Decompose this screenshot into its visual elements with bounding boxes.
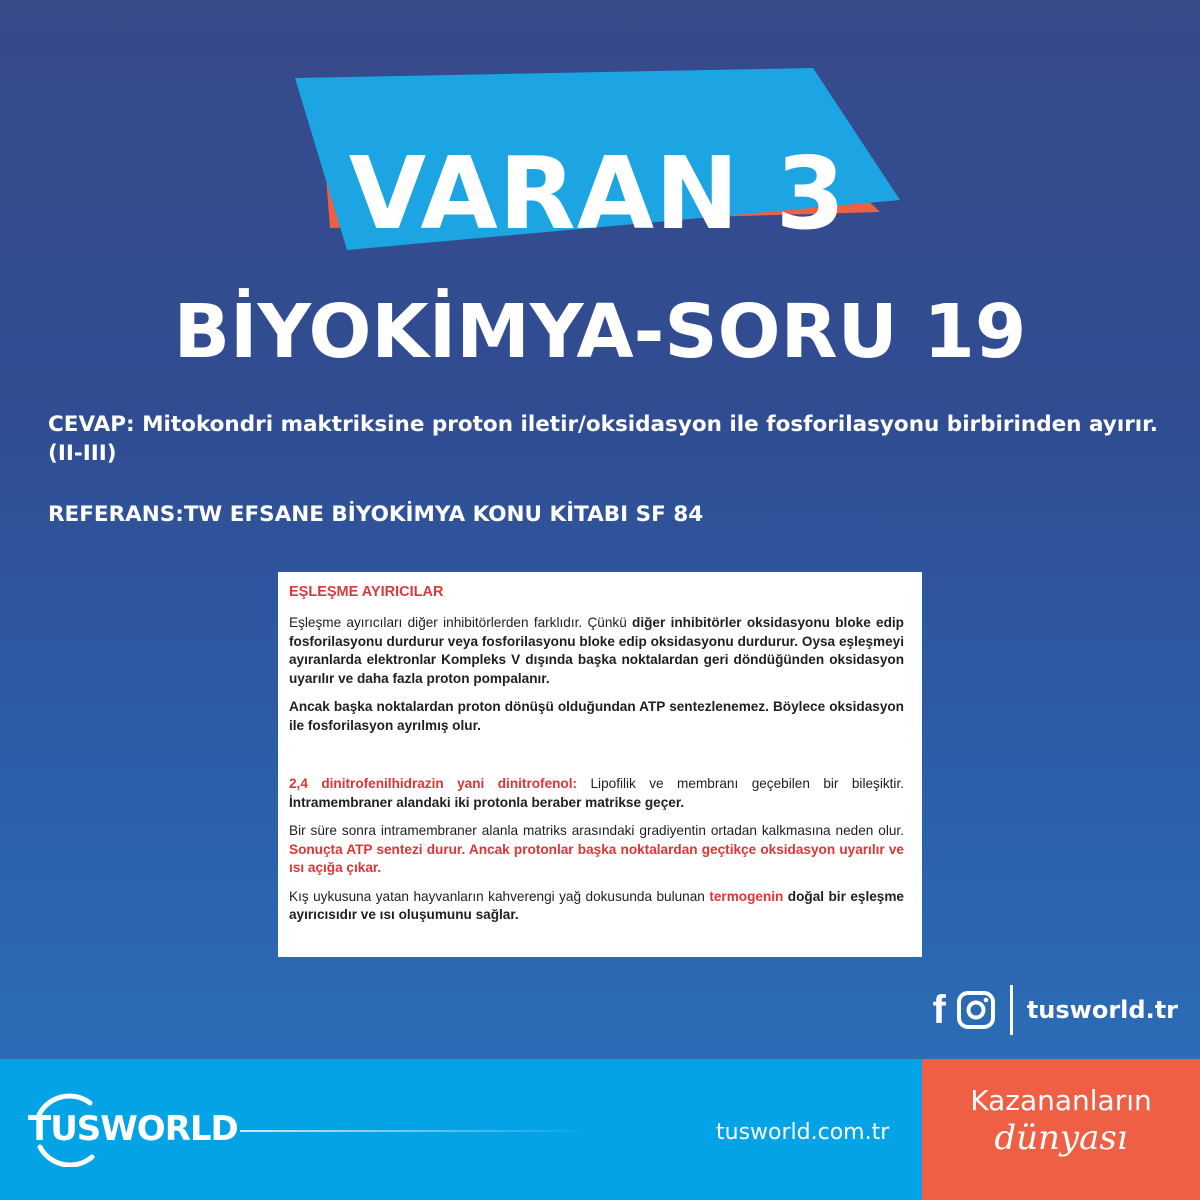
excerpt-paragraph-2: Ancak başka noktalardan proton dönüşü olduğundan ATP sentezlenemez. Böylece oksidasyon ile fosforilasyon ayrılmış olur. (289, 699, 904, 733)
excerpt-title: EŞLEŞME AYIRICILAR (289, 584, 444, 600)
instagram-icon[interactable] (956, 990, 996, 1030)
footer-divider-line (240, 1130, 590, 1132)
excerpt-bold-text: doğal bir eşleşme ayırıcısıdır ve ısı oluşumunu sağlar. (289, 888, 904, 922)
footer-website-link[interactable]: tusworld.com.tr (716, 1120, 890, 1145)
slogan-line-1: Kazananların (970, 1084, 1152, 1117)
tusworld-logo (28, 1093, 238, 1167)
excerpt-text: Kış uykusuna yatan hayvanların kahverengi yağ dokusunda bulunan (289, 888, 710, 904)
excerpt-paragraph-5 (289, 888, 904, 925)
excerpt-highlight-text: Sonuçta ATP sentezi durur. Ancak protonlar başka noktalardan geçtikçe oksidasyon uyarılır ve ısı açığa çıkar. (289, 841, 904, 875)
social-site-link[interactable]: tusworld.tr (1026, 996, 1178, 1024)
social-divider (1010, 985, 1013, 1035)
excerpt-bold-text: diğer inhibitörler oksidasyonu bloke edip fosforilasyonu durdurur veya fosforilasyonu bloke edip oksidasyonu durdurur. Oysa eşleşmeyi ayıranlarda elektronlar Kompleks V dışında başka noktalardan geri döndüğünden oksidasyon uyarılır ve daha fazla proton pompalanır. (289, 615, 904, 686)
excerpt-highlight-text: termogenin (709, 888, 784, 904)
page-subtitle: BİYOKİMYA-SORU 19 (173, 289, 1027, 375)
book-excerpt-card (278, 572, 922, 957)
excerpt-highlight-text: 2,4 dinitrofenilhidrazin yani dinitrofenol: (289, 776, 578, 791)
social-links (933, 985, 1179, 1035)
reference-text: REFERANS:TW EFSANE BİYOKİMYA KONU KİTABI SF 84 (48, 502, 704, 527)
logo-text: TUSWORLD (28, 1109, 238, 1149)
banner-title: VARAN 3 (348, 135, 847, 252)
excerpt-text: Eşleşme ayırıcıları diğer inhibitörlerden farklıdır. Çünkü (289, 615, 633, 630)
excerpt-paragraph-1 (289, 614, 904, 688)
facebook-icon[interactable]: f (932, 988, 946, 1032)
excerpt-text: Lipofilik ve membranı geçebilen bir bileşiktir. (577, 776, 905, 791)
excerpt-bold-text: İntramembraner alandaki iki protonla beraber matrikse geçer. (289, 794, 685, 810)
excerpt-paragraph-3 (289, 775, 904, 812)
excerpt-paragraph-4 (289, 822, 904, 878)
answer-text: CEVAP: Mitokondri maktriksine proton iletir/oksidasyon ile fosforilasyonu birbirinden ayırır. (II-III) (48, 412, 1158, 466)
excerpt-text: Bir süre sonra intramembraner alanla matriks arasındaki gradiyentin ortadan kalkmasına neden olur. (289, 823, 904, 838)
title-banner (295, 60, 900, 260)
slogan-line-2: dünyası (994, 1118, 1128, 1158)
